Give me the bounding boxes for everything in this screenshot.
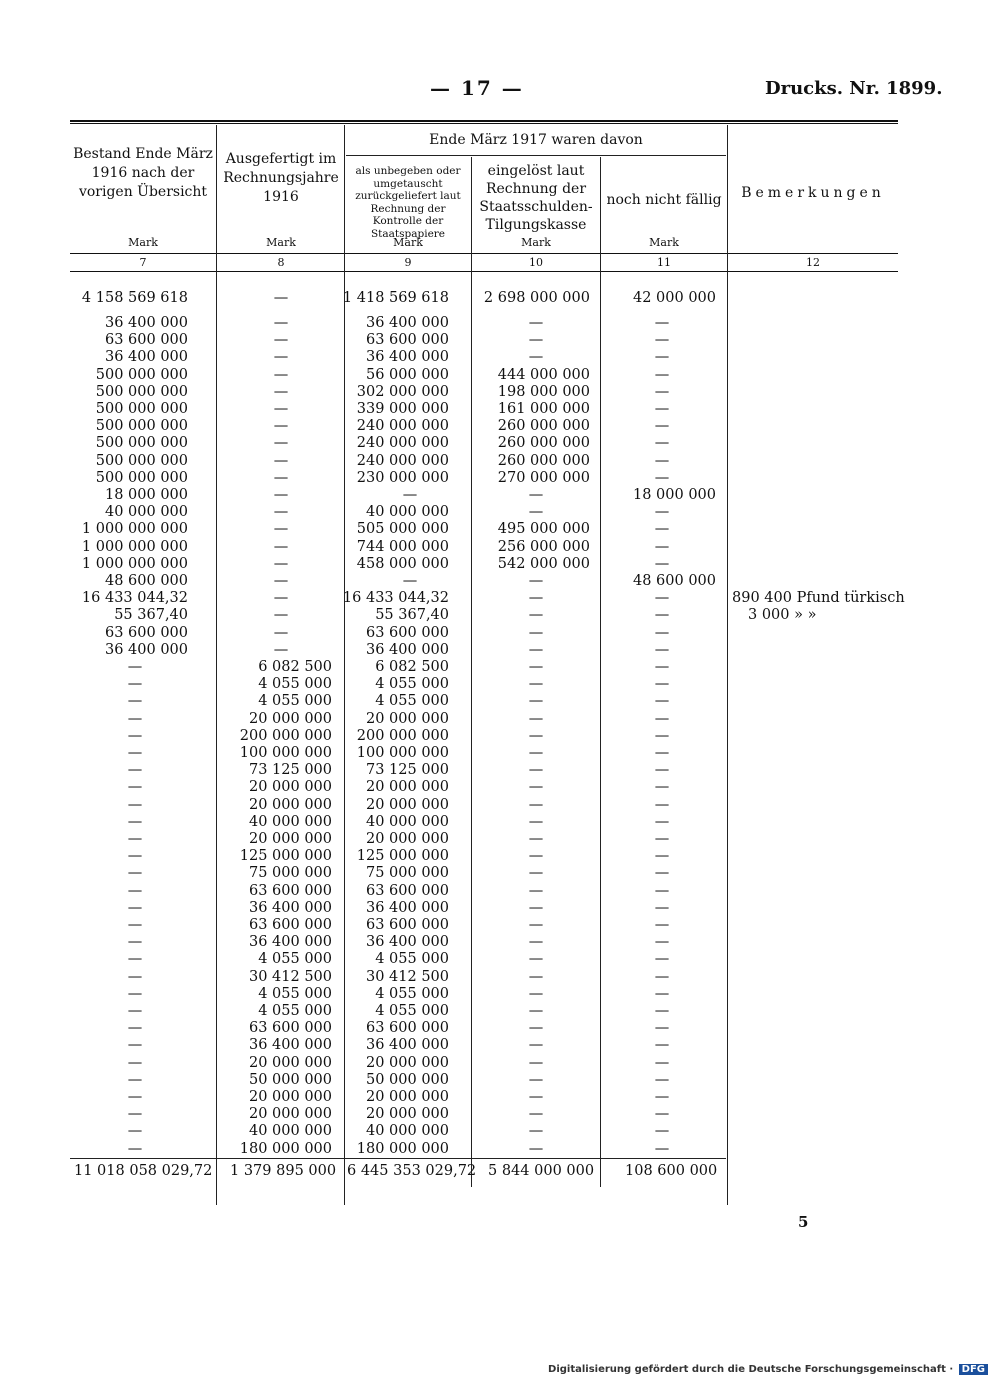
- table-cell-col11: —: [654, 607, 670, 624]
- table-cell-col8: —: [273, 624, 289, 641]
- table-cell-col11: —: [654, 1037, 670, 1054]
- table-cell-col10: —: [528, 934, 544, 951]
- table-cell-col7: —: [127, 848, 143, 865]
- table-cell-col8: 4 055 000: [258, 693, 332, 710]
- table-cell-col10: —: [528, 624, 544, 641]
- table-cell-col7: 16 433 044,32: [81, 590, 188, 607]
- table-cell-col7: —: [127, 659, 143, 675]
- table-cell-col10: 161 000 000: [497, 401, 590, 417]
- table-cell-col7: 500 000 000: [95, 366, 188, 383]
- table-cell-col8: —: [273, 487, 289, 503]
- table-cell-col7: 500 000 000: [95, 401, 188, 417]
- column-number: 7: [139, 256, 147, 269]
- table-cell-col10: —: [528, 1071, 544, 1088]
- table-cell-col11: —: [654, 710, 670, 727]
- table-cell-col8: 36 400 000: [248, 934, 332, 951]
- table-cell-col8: 200 000 000: [239, 727, 332, 744]
- table-cell-col7: 4 158 569 618: [81, 290, 188, 306]
- table-cell-col8: —: [273, 452, 289, 469]
- table-cell-col8: —: [273, 383, 289, 400]
- table-cell-col8: 20 000 000: [248, 1106, 332, 1123]
- table-cell-col11: 48 600 000: [632, 573, 716, 589]
- table-cell-col10: —: [528, 349, 544, 366]
- table-cell-col10: —: [528, 1140, 544, 1157]
- table-cell-col10: 260 000 000: [497, 435, 590, 452]
- document-reference: Drucks. Nr. 1899.: [765, 78, 943, 99]
- table-cell-col11: —: [654, 1020, 670, 1037]
- table-cell-col9: 4 055 000: [375, 693, 449, 710]
- table-cell-col8: —: [273, 349, 289, 366]
- table-cell-col10: —: [528, 1020, 544, 1037]
- table-cell-col11: —: [654, 504, 670, 521]
- table-cell-col10: 198 000 000: [497, 383, 590, 400]
- table-cell-col11: —: [654, 934, 670, 951]
- table-cell-col9: 36 400 000: [365, 641, 449, 658]
- table-cell-col9: 4 055 000: [375, 1003, 449, 1019]
- table-cell-col9: —: [402, 573, 418, 589]
- table-cell-col7: 500 000 000: [95, 383, 188, 400]
- table-cell-col11: —: [654, 469, 670, 486]
- table-cell-col7: —: [127, 951, 143, 968]
- table-cell-col7: 36 400 000: [104, 315, 188, 331]
- table-cell-col10: —: [528, 727, 544, 744]
- page-number: — 17 —: [430, 76, 524, 100]
- table-cell-col9: 63 600 000: [365, 882, 449, 899]
- col12-header: Bemerkungen: [741, 185, 885, 201]
- table-cell-col10: —: [528, 1106, 544, 1123]
- table-cell-col7: 63 600 000: [104, 332, 188, 349]
- table-cell-col11: —: [654, 899, 670, 916]
- table-cell-col7: —: [127, 1106, 143, 1123]
- table-cell-col8: 73 125 000: [248, 762, 332, 779]
- table-cell-col9: 100 000 000: [356, 745, 449, 761]
- table-cell-col11: —: [654, 1071, 670, 1088]
- table-cell-col7: 1 000 000 000: [81, 521, 188, 538]
- table-cell-col10: —: [528, 762, 544, 779]
- table-cell-col11: —: [654, 332, 670, 349]
- totals-rule: [70, 1158, 726, 1159]
- table-cell-col7: —: [127, 779, 143, 796]
- table-cell-col10: —: [528, 590, 544, 607]
- table-cell-col8: 4 055 000: [258, 1003, 332, 1019]
- table-cell-col9: 56 000 000: [365, 366, 449, 383]
- table-cell-col8: —: [273, 573, 289, 589]
- table-cell-col8: —: [273, 607, 289, 624]
- table-cell-col7: —: [127, 710, 143, 727]
- table-cell-col10: 256 000 000: [497, 538, 590, 555]
- table-cell-col11: —: [654, 418, 670, 435]
- table-cell-col11: —: [654, 1140, 670, 1157]
- table-cell-col8: —: [273, 521, 289, 538]
- table-cell-col11: —: [654, 315, 670, 331]
- table-cell-col8: 100 000 000: [239, 745, 332, 761]
- page-footer-number: 5: [798, 1213, 809, 1231]
- column-number: 10: [529, 256, 543, 269]
- col11-header: noch nicht fällig: [606, 192, 722, 208]
- table-cell-col10: —: [528, 573, 544, 589]
- table-cell-col11: 18 000 000: [632, 487, 716, 503]
- table-cell-col9: 63 600 000: [365, 332, 449, 349]
- table-cell-col10: —: [528, 1003, 544, 1019]
- table-cell-col8: 180 000 000: [239, 1140, 332, 1157]
- table-cell-col8: 63 600 000: [248, 1020, 332, 1037]
- table-cell-col10: —: [528, 1089, 544, 1105]
- table-cell-col9: 36 400 000: [365, 934, 449, 951]
- top-rule-thin: [70, 123, 898, 124]
- table-cell-col9: 75 000 000: [365, 865, 449, 882]
- col8-header: Ausgefertigt im Rechnungsjahre 1916: [223, 151, 339, 205]
- table-cell-col8: 30 412 500: [248, 968, 332, 985]
- table-cell-col9: 40 000 000: [365, 813, 449, 830]
- table-cell-col9: 20 000 000: [365, 1089, 449, 1105]
- table-cell-col11: —: [654, 401, 670, 417]
- table-cell-col10: —: [528, 848, 544, 865]
- table-cell-col9: 20 000 000: [365, 831, 449, 847]
- table-cell-col7: —: [127, 882, 143, 899]
- table-cell-col11: —: [654, 590, 670, 607]
- table-cell-col11: —: [654, 676, 670, 693]
- table-cell-col9: 4 055 000: [375, 985, 449, 1002]
- table-cell-col10: —: [528, 951, 544, 968]
- unit-label: Mark: [649, 236, 679, 249]
- table-cell-col11: —: [654, 727, 670, 744]
- table-cell-col7: —: [127, 917, 143, 933]
- table-cell-col10: —: [528, 607, 544, 624]
- table-cell-col7: —: [127, 1089, 143, 1105]
- table-cell-col7: 36 400 000: [104, 349, 188, 366]
- table-cell-col11: —: [654, 641, 670, 658]
- table-cell-col7: —: [127, 831, 143, 847]
- table-cell-col11: —: [654, 555, 670, 572]
- dfg-logo: DFG: [959, 1364, 988, 1375]
- table-cell-col7: 40 000 000: [104, 504, 188, 521]
- table-cell-col9: 240 000 000: [356, 452, 449, 469]
- table-cell-col8: —: [273, 538, 289, 555]
- table-cell-col7: —: [127, 899, 143, 916]
- total-col7: 11 018 058 029,72: [74, 1163, 213, 1179]
- table-cell-col7: 55 367,40: [114, 607, 188, 624]
- table-cell-col11: —: [654, 848, 670, 865]
- table-cell-col7: 63 600 000: [104, 624, 188, 641]
- table-cell-col11: —: [654, 917, 670, 933]
- table-cell-col11: —: [654, 762, 670, 779]
- remark-line-1: 890 400 Pfund türkisch: [732, 590, 905, 606]
- table-cell-col7: —: [127, 796, 143, 813]
- col-divider-1: [216, 125, 217, 1205]
- table-cell-col8: 63 600 000: [248, 882, 332, 899]
- table-cell-col9: 20 000 000: [365, 796, 449, 813]
- table-cell-col7: —: [127, 1003, 143, 1019]
- table-cell-col11: 42 000 000: [632, 290, 716, 306]
- table-cell-col11: —: [654, 1089, 670, 1105]
- table-cell-col11: —: [654, 366, 670, 383]
- table-cell-col11: —: [654, 538, 670, 555]
- table-cell-col8: 36 400 000: [248, 899, 332, 916]
- table-cell-col10: —: [528, 985, 544, 1002]
- table-cell-col7: —: [127, 968, 143, 985]
- table-cell-col10: —: [528, 315, 544, 331]
- table-cell-col10: —: [528, 676, 544, 693]
- total-col9: 6 445 353 029,72: [347, 1163, 477, 1179]
- table-cell-col8: 4 055 000: [258, 676, 332, 693]
- table-cell-col11: —: [654, 831, 670, 847]
- unit-label: Mark: [521, 236, 551, 249]
- table-cell-col8: 4 055 000: [258, 951, 332, 968]
- table-cell-col10: 542 000 000: [497, 555, 590, 572]
- table-cell-col11: —: [654, 349, 670, 366]
- table-cell-col10: —: [528, 831, 544, 847]
- table-cell-col7: 36 400 000: [104, 641, 188, 658]
- table-cell-col7: —: [127, 1140, 143, 1157]
- table-cell-col7: 500 000 000: [95, 452, 188, 469]
- table-cell-col7: —: [127, 1037, 143, 1054]
- table-cell-col8: —: [273, 418, 289, 435]
- table-cell-col10: 260 000 000: [497, 452, 590, 469]
- table-cell-col9: 125 000 000: [356, 848, 449, 865]
- footer-credit: [548, 1364, 988, 1375]
- table-cell-col9: 230 000 000: [356, 469, 449, 486]
- table-cell-col10: 444 000 000: [497, 366, 590, 383]
- table-cell-col10: —: [528, 779, 544, 796]
- table-cell-col10: —: [528, 693, 544, 710]
- table-cell-col11: —: [654, 968, 670, 985]
- table-cell-col8: 20 000 000: [248, 1054, 332, 1071]
- table-cell-col9: 1 418 569 618: [342, 290, 449, 306]
- group-header: Ende März 1917 waren davon: [429, 132, 643, 148]
- table-cell-col10: —: [528, 865, 544, 882]
- table-cell-col9: 6 082 500: [375, 659, 449, 675]
- table-cell-col11: —: [654, 796, 670, 813]
- table-cell-col9: 36 400 000: [365, 349, 449, 366]
- col-divider-3: [471, 157, 472, 1187]
- col-divider-5: [727, 125, 728, 1205]
- table-cell-col11: —: [654, 521, 670, 538]
- table-cell-col8: 63 600 000: [248, 917, 332, 933]
- table-cell-col11: —: [654, 1106, 670, 1123]
- table-cell-col9: 200 000 000: [356, 727, 449, 744]
- table-cell-col11: —: [654, 865, 670, 882]
- table-cell-col7: —: [127, 813, 143, 830]
- table-cell-col8: 20 000 000: [248, 710, 332, 727]
- table-cell-col8: 6 082 500: [258, 659, 332, 675]
- table-cell-col10: 495 000 000: [497, 521, 590, 538]
- table-cell-col11: —: [654, 435, 670, 452]
- table-cell-col9: 63 600 000: [365, 624, 449, 641]
- remark-line-2: 3 000 » »: [748, 607, 817, 623]
- table-cell-col9: 50 000 000: [365, 1071, 449, 1088]
- table-cell-col9: 4 055 000: [375, 676, 449, 693]
- column-number: 12: [806, 256, 820, 269]
- col9-header: als unbegeben oder umgetauscht zurückgeliefert laut Rechnung der Kontrolle der Staatspapiere: [355, 165, 461, 240]
- table-cell-col9: 4 055 000: [375, 951, 449, 968]
- table-cell-col8: 40 000 000: [248, 813, 332, 830]
- table-cell-col7: —: [127, 762, 143, 779]
- table-cell-col9: 40 000 000: [365, 1123, 449, 1140]
- table-cell-col8: —: [273, 332, 289, 349]
- table-cell-col10: —: [528, 332, 544, 349]
- table-cell-col10: —: [528, 968, 544, 985]
- table-cell-col7: —: [127, 934, 143, 951]
- table-cell-col7: —: [127, 865, 143, 882]
- table-cell-col10: —: [528, 487, 544, 503]
- table-cell-col7: —: [127, 1020, 143, 1037]
- table-cell-col11: —: [654, 951, 670, 968]
- table-cell-col11: —: [654, 1123, 670, 1140]
- table-cell-col8: —: [273, 366, 289, 383]
- table-cell-col8: 20 000 000: [248, 831, 332, 847]
- table-cell-col11: —: [654, 813, 670, 830]
- table-cell-col9: 55 367,40: [375, 607, 449, 624]
- table-cell-col10: —: [528, 882, 544, 899]
- table-cell-col7: 48 600 000: [104, 573, 188, 589]
- table-cell-col9: 339 000 000: [356, 401, 449, 417]
- table-cell-col8: 4 055 000: [258, 985, 332, 1002]
- table-cell-col10: 2 698 000 000: [483, 290, 590, 306]
- table-cell-col7: 1 000 000 000: [81, 538, 188, 555]
- table-cell-col11: —: [654, 745, 670, 761]
- table-cell-col8: 75 000 000: [248, 865, 332, 882]
- table-cell-col9: 240 000 000: [356, 435, 449, 452]
- table-cell-col9: 20 000 000: [365, 710, 449, 727]
- table-cell-col8: —: [273, 315, 289, 331]
- table-cell-col9: 16 433 044,32: [342, 590, 449, 607]
- table-cell-col9: 40 000 000: [365, 504, 449, 521]
- table-cell-col11: —: [654, 1003, 670, 1019]
- table-cell-col9: 302 000 000: [356, 383, 449, 400]
- table-cell-col10: —: [528, 917, 544, 933]
- col-divider-2: [344, 125, 345, 1205]
- table-cell-col7: 1 000 000 000: [81, 555, 188, 572]
- table-cell-col8: —: [273, 504, 289, 521]
- column-number: 8: [277, 256, 285, 269]
- table-cell-col7: 500 000 000: [95, 469, 188, 486]
- unit-label: Mark: [128, 236, 158, 249]
- table-cell-col9: 73 125 000: [365, 762, 449, 779]
- table-cell-col9: 180 000 000: [356, 1140, 449, 1157]
- table-cell-col8: —: [273, 590, 289, 607]
- col10-header: eingelöst laut Rechnung der Staatsschulden-Tilgungskasse: [479, 163, 593, 233]
- table-cell-col8: —: [273, 469, 289, 486]
- table-cell-col11: —: [654, 383, 670, 400]
- table-cell-col9: 20 000 000: [365, 779, 449, 796]
- table-cell-col8: —: [273, 555, 289, 572]
- table-cell-col9: 36 400 000: [365, 899, 449, 916]
- table-cell-col11: —: [654, 882, 670, 899]
- table-cell-col10: —: [528, 899, 544, 916]
- column-number: 11: [657, 256, 671, 269]
- table-cell-col9: 63 600 000: [365, 1020, 449, 1037]
- table-cell-col11: —: [654, 624, 670, 641]
- table-cell-col9: 458 000 000: [356, 555, 449, 572]
- total-col11: 108 600 000: [625, 1163, 718, 1179]
- table-cell-col10: —: [528, 504, 544, 521]
- table-cell-col8: 20 000 000: [248, 779, 332, 796]
- table-cell-col9: 36 400 000: [365, 1037, 449, 1054]
- total-col8: 1 379 895 000: [230, 1163, 337, 1179]
- table-cell-col7: —: [127, 745, 143, 761]
- table-cell-col9: 20 000 000: [365, 1106, 449, 1123]
- table-cell-col10: —: [528, 1054, 544, 1071]
- table-cell-col10: —: [528, 659, 544, 675]
- table-cell-col10: —: [528, 813, 544, 830]
- table-cell-col7: 500 000 000: [95, 435, 188, 452]
- table-cell-col8: 40 000 000: [248, 1123, 332, 1140]
- column-number: 9: [404, 256, 412, 269]
- unit-rule: [70, 253, 898, 254]
- table-cell-col11: —: [654, 693, 670, 710]
- table-cell-col9: 63 600 000: [365, 917, 449, 933]
- table-cell-col7: 500 000 000: [95, 418, 188, 435]
- table-cell-col7: 18 000 000: [104, 487, 188, 503]
- table-cell-col8: —: [273, 641, 289, 658]
- table-cell-col10: —: [528, 1037, 544, 1054]
- table-cell-col8: 20 000 000: [248, 796, 332, 813]
- header-bottom-rule: [70, 271, 898, 272]
- unit-label: Mark: [393, 236, 423, 249]
- table-cell-col10: 260 000 000: [497, 418, 590, 435]
- top-rule: [70, 120, 898, 122]
- table-cell-col8: —: [273, 290, 289, 306]
- table-cell-col9: 505 000 000: [356, 521, 449, 538]
- table-cell-col9: 744 000 000: [356, 538, 449, 555]
- table-cell-col7: —: [127, 727, 143, 744]
- table-cell-col10: —: [528, 641, 544, 658]
- table-cell-col8: —: [273, 435, 289, 452]
- table-cell-col8: 125 000 000: [239, 848, 332, 865]
- table-cell-col11: —: [654, 985, 670, 1002]
- table-cell-col11: —: [654, 1054, 670, 1071]
- table-cell-col8: —: [273, 401, 289, 417]
- table-cell-col10: —: [528, 745, 544, 761]
- table-cell-col7: —: [127, 985, 143, 1002]
- table-cell-col10: —: [528, 1123, 544, 1140]
- table-cell-col9: 36 400 000: [365, 315, 449, 331]
- table-cell-col10: 270 000 000: [497, 469, 590, 486]
- table-cell-col7: —: [127, 1071, 143, 1088]
- table-cell-col7: —: [127, 1054, 143, 1071]
- table-cell-col11: —: [654, 452, 670, 469]
- total-col10: 5 844 000 000: [488, 1163, 595, 1179]
- table-cell-col10: —: [528, 710, 544, 727]
- table-cell-col9: 30 412 500: [365, 968, 449, 985]
- col7-header: Bestand Ende März 1916 nach der vorigen Übersicht: [73, 146, 213, 200]
- table-cell-col7: —: [127, 1123, 143, 1140]
- footer-text: Digitalisierung gefördert durch die Deutsche Forschungsgemeinschaft ·: [548, 1364, 954, 1375]
- table-cell-col8: 36 400 000: [248, 1037, 332, 1054]
- col-divider-4: [600, 157, 601, 1187]
- table-cell-col11: —: [654, 659, 670, 675]
- table-cell-col8: 50 000 000: [248, 1071, 332, 1088]
- table-cell-col7: —: [127, 693, 143, 710]
- table-cell-col9: 240 000 000: [356, 418, 449, 435]
- table-cell-col9: 20 000 000: [365, 1054, 449, 1071]
- table-cell-col7: —: [127, 676, 143, 693]
- table-cell-col10: —: [528, 796, 544, 813]
- group-rule: [346, 155, 726, 156]
- table-cell-col11: —: [654, 779, 670, 796]
- unit-label: Mark: [266, 236, 296, 249]
- table-cell-col8: 20 000 000: [248, 1089, 332, 1105]
- table-cell-col9: —: [402, 487, 418, 503]
